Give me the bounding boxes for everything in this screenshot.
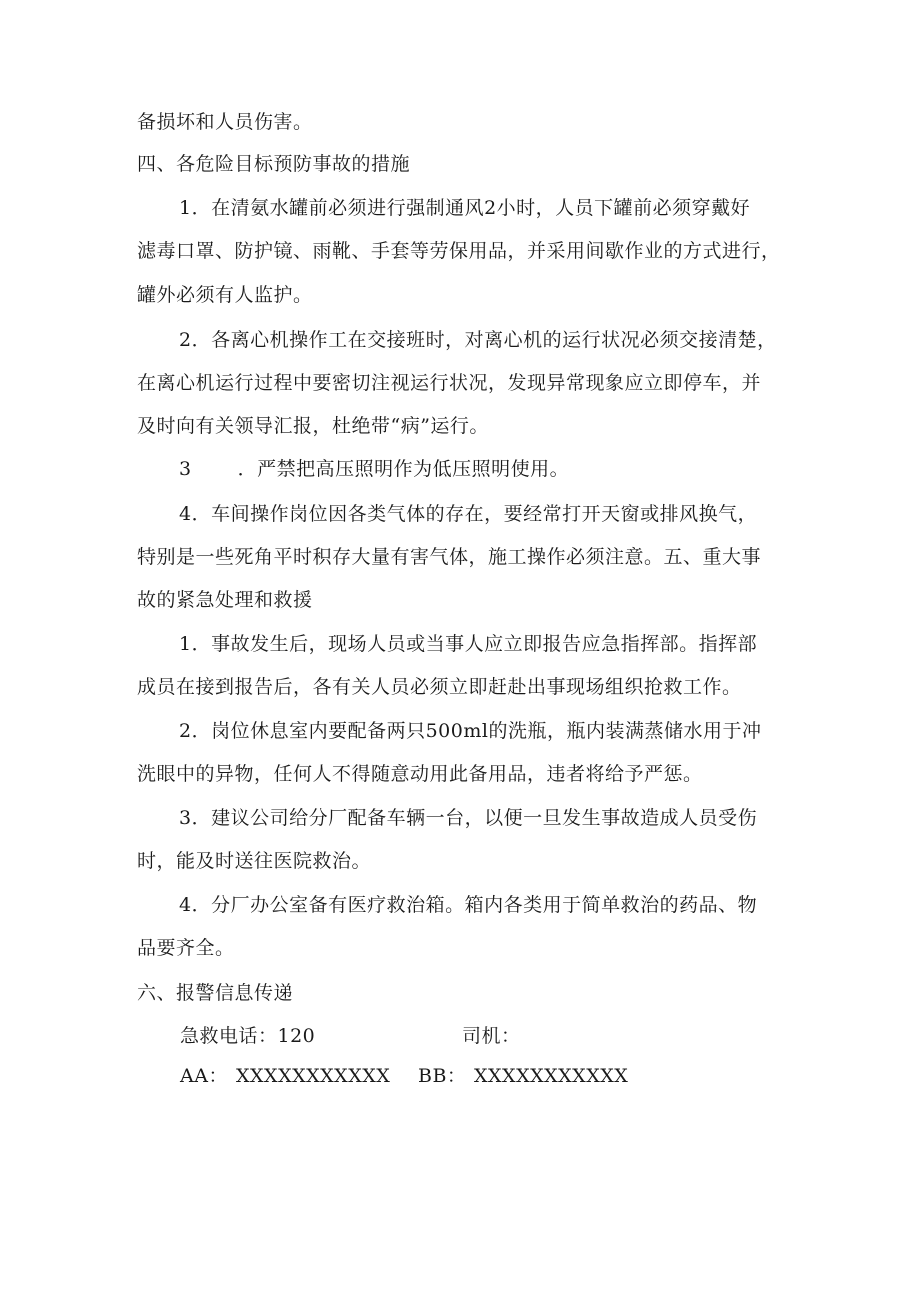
text-line: 滤毒口罩、防护镜、雨靴、手套等劳保用品，并采用间歇作业的方式进行， — [137, 240, 781, 262]
text-line: 成员在接到报告后，各有关人员必须立即赶赴出事现场组织抢救工作。 — [137, 676, 742, 698]
text-line: 时，能及时送往医院救治。 — [137, 850, 372, 872]
text-line: 1．事故发生后，现场人员或当事人应立即报告应急指挥部。指挥部 — [179, 633, 758, 655]
section-heading: 六、报警信息传递 — [137, 982, 294, 1004]
text-line — [179, 455, 569, 483]
text-line: 备损坏和人员伤害。 — [137, 111, 313, 133]
aa-value: XXXXXXXXXXX — [236, 1065, 391, 1087]
text-line: 1．在清氨水罐前必须进行强制通风2小时，人员下罐前必须穿戴好 — [179, 197, 751, 219]
text-line: 罐外必须有人监护。 — [137, 284, 313, 306]
emergency-phone: 急救电话：120 — [180, 1025, 316, 1047]
text-line: 特别是一些死角平时积存大量有害气体，施工操作必须注意。五、重大事 — [137, 546, 762, 568]
bb-value: XXXXXXXXXXX — [474, 1065, 629, 1087]
driver-label: 司机： — [462, 1025, 521, 1047]
item-number: 3 — [179, 458, 192, 480]
text-line: 4．车间操作岗位因各类气体的存在，要经常打开天窗或排风换气， — [179, 503, 758, 525]
text-line: 4．分厂办公室备有医疗救治箱。箱内各类用于简单救治的药品、物 — [179, 894, 758, 916]
text-line: 2．岗位休息室内要配备两只500ml的洗瓶，瓶内装满蒸储水用于冲 — [179, 720, 762, 742]
item-text: ．严禁把高压照明作为低压照明使用。 — [237, 458, 570, 480]
text-line: 故的紧急处理和救援 — [137, 589, 313, 611]
text-line: 洗眼中的异物，任何人不得随意动用此备用品，违者将给予严惩。 — [137, 763, 703, 785]
text-line: 3．建议公司给分厂配备车辆一台，以便一旦发生事故造成人员受伤 — [179, 807, 758, 829]
text-line: 及时向有关领导汇报，杜绝带“病”运行。 — [137, 415, 489, 437]
section-heading: 四、各危险目标预防事故的措施 — [137, 153, 411, 175]
text-line: 在离心机运行过程中要密切注视运行状况，发现异常现象应立即停车，并 — [137, 372, 762, 394]
text-line: 品要齐全。 — [137, 937, 235, 959]
aa-label: AA： — [180, 1065, 228, 1087]
bb-label: BB： — [418, 1065, 467, 1087]
text-line: 2．各离心机操作工在交接班时，对离心机的运行状况必须交接清楚， — [179, 329, 777, 351]
